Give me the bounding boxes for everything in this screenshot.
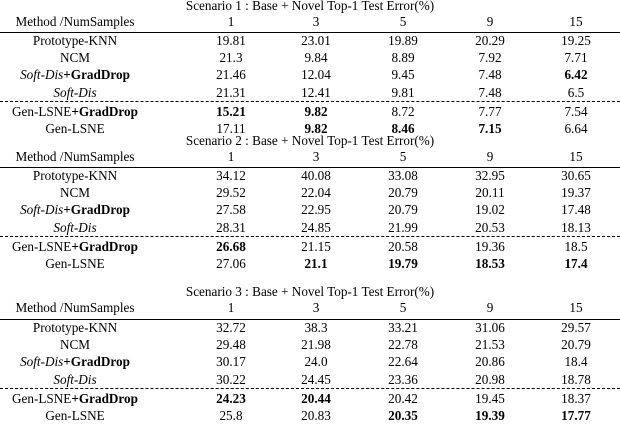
- method-label: Soft-Dis: [53, 219, 97, 235]
- method-label: Soft-Dis: [20, 354, 64, 370]
- table-cell: 23.01: [301, 33, 331, 48]
- table-cell: 8.89: [391, 50, 415, 66]
- header-num-samples: 5: [399, 14, 407, 29]
- method-label: Gen-LSNE: [12, 390, 72, 406]
- table-cell: 33.08: [388, 168, 418, 183]
- table-cell: 19.37: [561, 185, 591, 201]
- table-cell: 34.12: [216, 168, 246, 183]
- method-name: [0, 67, 155, 83]
- method-suffix: +GradDrop: [63, 67, 130, 83]
- scenario-title: Scenario 2 : Base + Novel Top-1 Test Error(%): [185, 133, 435, 148]
- method-suffix: +GradDrop: [71, 390, 138, 406]
- method-suffix: +GradDrop: [71, 103, 138, 119]
- table-cell: 24.0: [304, 354, 328, 370]
- method-label: Soft-Dis: [20, 202, 64, 218]
- header-num-samples: 3: [312, 14, 320, 29]
- method-name: [0, 121, 155, 137]
- table-cell: 20.86: [475, 354, 505, 370]
- method-label: Soft-Dis: [20, 67, 64, 83]
- table-cell: 7.71: [564, 50, 588, 66]
- dashed-divider: [0, 101, 620, 102]
- method-label: Gen-LSNE: [12, 103, 72, 119]
- table-cell: 26.68: [216, 238, 246, 254]
- header-num-samples: 15: [569, 14, 583, 29]
- method-name: [0, 354, 155, 370]
- table-cell: 20.42: [388, 390, 418, 406]
- table-cell: 20.79: [388, 185, 418, 201]
- table-cell: 8.72: [391, 103, 415, 119]
- table-cell: 19.25: [561, 33, 591, 48]
- table-cell: 23.36: [388, 371, 418, 387]
- method-label: NCM: [59, 337, 91, 353]
- method-name: [0, 202, 155, 218]
- table-cell: 7.48: [478, 84, 502, 100]
- table-cell: 17.11: [216, 121, 246, 136]
- header-num-samples: 5: [399, 300, 407, 315]
- table-cell: 30.65: [561, 168, 591, 183]
- table-cell: 32.95: [475, 168, 505, 183]
- table-cell: 20.98: [475, 371, 505, 387]
- dashed-divider: [0, 236, 620, 237]
- header-num-samples: 1: [227, 14, 235, 29]
- method-name: [0, 33, 155, 49]
- table-cell: 18.13: [561, 219, 591, 235]
- table-cell: 21.31: [216, 84, 246, 100]
- table-cell: 6.42: [564, 67, 588, 83]
- header-num-samples: 9: [486, 14, 494, 29]
- table-cell: 27.06: [216, 256, 246, 271]
- table-cell: 15.21: [216, 103, 246, 119]
- table-cell: 22.95: [301, 202, 331, 218]
- table-cell: 18.53: [475, 256, 505, 271]
- method-name: [0, 104, 155, 120]
- table-cell: 6.5: [567, 84, 585, 100]
- table-cell: 17.4: [564, 256, 588, 271]
- table-cell: 19.89: [388, 33, 418, 48]
- table-cell: 24.45: [301, 371, 331, 387]
- table-cell: 21.1: [304, 256, 328, 271]
- method-name: [0, 337, 155, 353]
- method-name: [0, 239, 155, 255]
- header-num-samples: 9: [486, 149, 494, 164]
- header-num-samples: 3: [312, 300, 320, 315]
- method-label: Gen-LSNE: [45, 256, 105, 271]
- table-cell: 7.77: [478, 103, 502, 119]
- method-label: Soft-Dis: [53, 84, 97, 100]
- table-cell: 30.17: [216, 354, 246, 370]
- table-cell: 21.15: [301, 238, 331, 254]
- table-cell: 24.23: [216, 390, 246, 406]
- method-name: [0, 220, 155, 236]
- method-name: [0, 408, 155, 424]
- table-cell: 29.52: [216, 185, 246, 201]
- method-label: NCM: [59, 185, 91, 201]
- table-cell: 19.79: [388, 256, 418, 271]
- table-cell: 19.81: [216, 33, 246, 48]
- scenario-title: Scenario 3 : Base + Novel Top-1 Test Error(%): [185, 284, 435, 299]
- table-cell: 17.77: [561, 408, 591, 423]
- table-cell: 9.81: [391, 84, 415, 100]
- table-cell: 25.8: [219, 408, 243, 423]
- method-name: [0, 372, 155, 388]
- method-name: [0, 168, 155, 184]
- table-cell: 18.37: [561, 390, 591, 406]
- header-num-samples: 15: [569, 300, 583, 315]
- table-cell: 40.08: [301, 168, 331, 183]
- table-cell: 20.35: [388, 408, 418, 423]
- table-cell: 21.46: [216, 67, 246, 83]
- method-suffix: +GradDrop: [63, 202, 130, 218]
- method-label: NCM: [59, 50, 91, 66]
- table-cell: 18.78: [561, 371, 591, 387]
- table-cell: 22.64: [388, 354, 418, 370]
- header-num-samples: 3: [312, 149, 320, 164]
- table-cell: 22.04: [301, 185, 331, 201]
- table-cell: 32.72: [216, 320, 246, 335]
- method-label: Prototype-KNN: [32, 168, 118, 183]
- table-cell: 28.31: [216, 219, 246, 235]
- table-cell: 9.84: [304, 50, 328, 66]
- table-cell: 21.99: [388, 219, 418, 235]
- method-name: [0, 391, 155, 407]
- table-cell: 20.53: [475, 219, 505, 235]
- table-cell: 9.82: [304, 121, 328, 136]
- table-cell: 38.3: [304, 320, 328, 335]
- method-label: Prototype-KNN: [32, 33, 118, 48]
- header-num-samples: 15: [569, 149, 583, 164]
- dashed-divider: [0, 388, 620, 389]
- header-num-samples: 1: [227, 149, 235, 164]
- table-cell: 19.45: [475, 390, 505, 406]
- method-name: [0, 256, 155, 272]
- header-method: Method /NumSamples: [15, 14, 135, 29]
- header-num-samples: 5: [399, 149, 407, 164]
- table-cell: 20.83: [301, 408, 331, 423]
- table-cell: 6.64: [564, 121, 588, 136]
- table-cell: 12.41: [301, 84, 331, 100]
- table-cell: 7.48: [478, 67, 502, 83]
- table-cell: 20.79: [561, 337, 591, 353]
- table-cell: 7.15: [478, 121, 502, 136]
- table-cell: 24.85: [301, 219, 331, 235]
- header-num-samples: 9: [486, 300, 494, 315]
- table-cell: 33.21: [388, 320, 418, 335]
- table-cell: 7.54: [564, 103, 588, 119]
- header-num-samples: 1: [227, 300, 235, 315]
- table-cell: 20.58: [388, 238, 418, 254]
- table-cell: 18.4: [564, 354, 588, 370]
- table-cell: 20.44: [301, 390, 331, 406]
- method-suffix: +GradDrop: [63, 354, 130, 370]
- method-suffix: +GradDrop: [71, 238, 138, 254]
- method-name: [0, 320, 155, 336]
- table-cell: 29.57: [561, 320, 591, 335]
- table-cell: 30.22: [216, 371, 246, 387]
- table-cell: 27.58: [216, 202, 246, 218]
- table-cell: 19.02: [475, 202, 505, 218]
- table-cell: 31.06: [475, 320, 505, 335]
- table-cell: 21.53: [475, 337, 505, 353]
- method-name: [0, 185, 155, 201]
- method-label: Prototype-KNN: [32, 320, 118, 335]
- table-cell: 19.39: [475, 408, 505, 423]
- table-cell: 12.04: [301, 67, 331, 83]
- method-label: Gen-LSNE: [45, 408, 105, 423]
- table-cell: 20.79: [388, 202, 418, 218]
- method-label: Soft-Dis: [53, 371, 97, 387]
- table-cell: 22.78: [388, 337, 418, 353]
- table-cell: 20.29: [475, 33, 505, 48]
- table-cell: 7.92: [478, 50, 502, 66]
- header-method: Method /NumSamples: [15, 149, 135, 164]
- method-label: Gen-LSNE: [12, 238, 72, 254]
- table-cell: 20.11: [475, 185, 505, 201]
- table-cell: 19.36: [475, 238, 505, 254]
- scenario-title: Scenario 1 : Base + Novel Top-1 Test Error(%): [185, 0, 435, 13]
- header-method: Method /NumSamples: [15, 300, 135, 315]
- table-cell: 8.46: [391, 121, 415, 136]
- table-cell: 21.3: [219, 50, 243, 66]
- table-cell: 18.5: [564, 238, 588, 254]
- method-name: [0, 50, 155, 66]
- method-name: [0, 85, 155, 101]
- table-cell: 9.45: [391, 67, 415, 83]
- table-cell: 9.82: [304, 103, 328, 119]
- table-cell: 29.48: [216, 337, 246, 353]
- table-cell: 21.98: [301, 337, 331, 353]
- method-label: Gen-LSNE: [45, 121, 105, 136]
- table-cell: 17.48: [561, 202, 591, 218]
